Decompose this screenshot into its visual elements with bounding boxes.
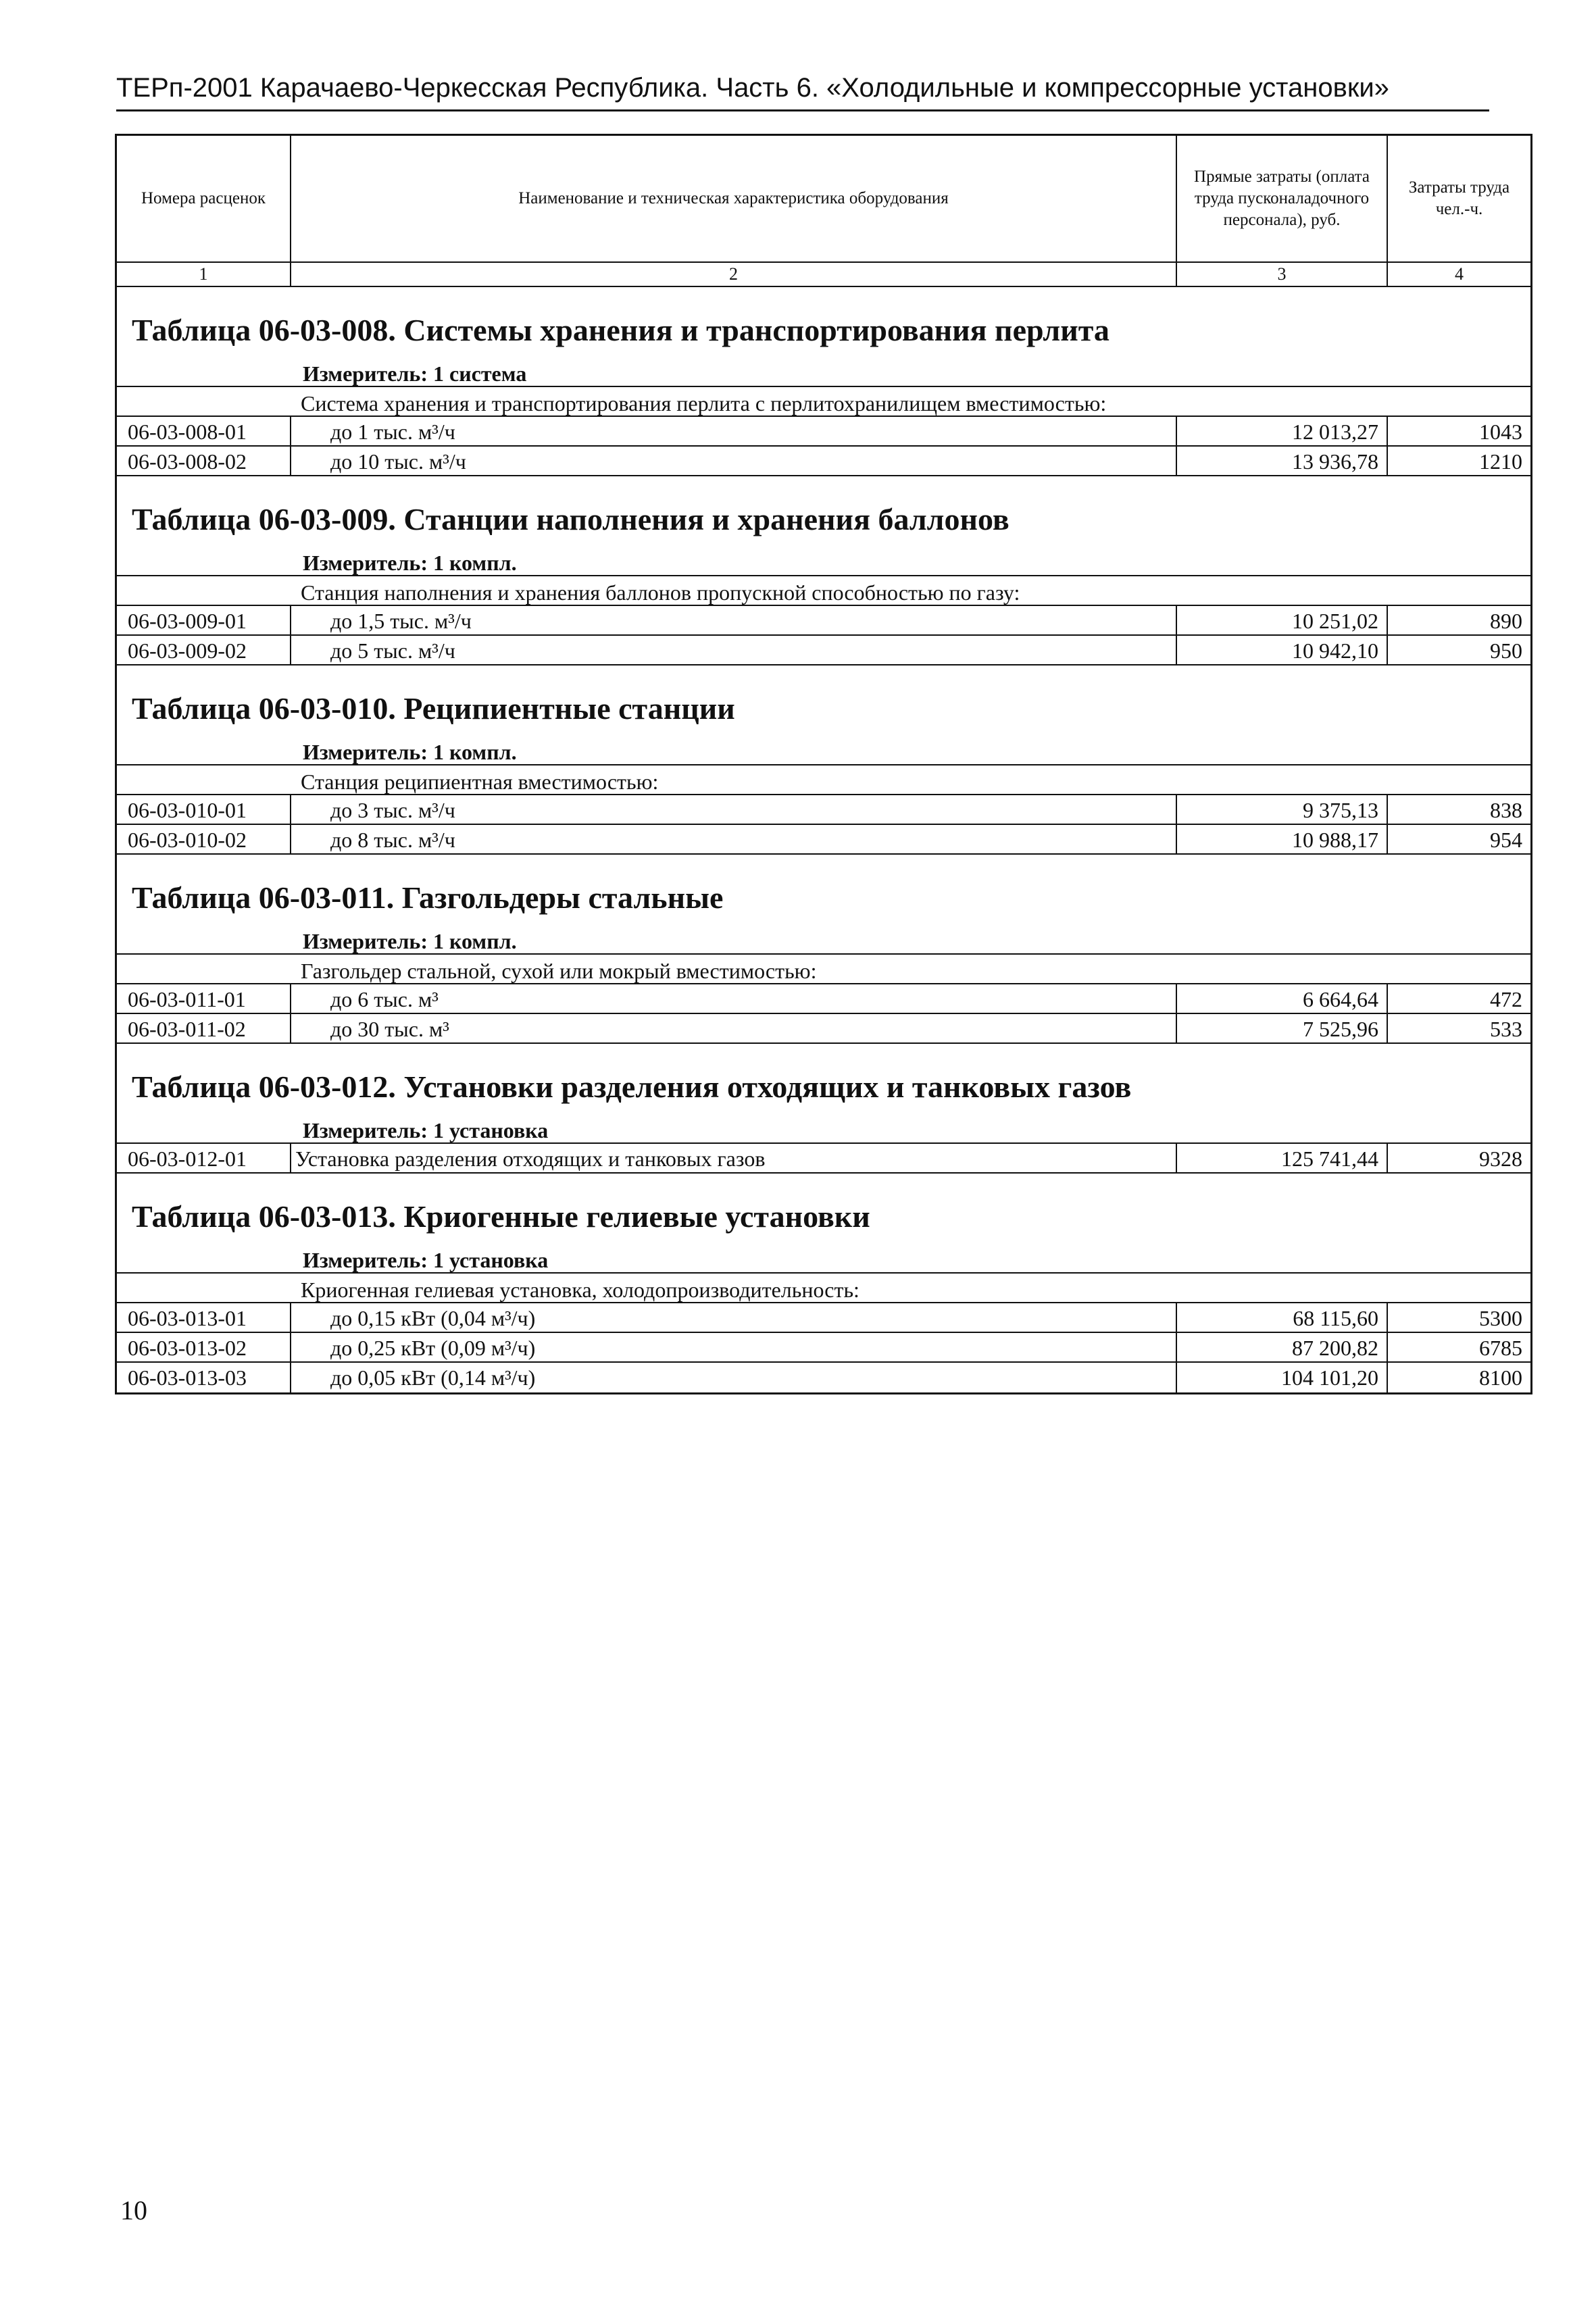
table-section xyxy=(117,287,1530,476)
table-row xyxy=(117,984,1530,1014)
rate-name: Установка разделения отходящих и танковых газов xyxy=(291,1144,1177,1172)
rate-labor: 838 xyxy=(1490,798,1522,822)
rate-code: 06-03-009-02 xyxy=(117,636,291,664)
rate-labor: 472 xyxy=(1490,987,1522,1011)
table-meter: Измеритель: 1 компл. xyxy=(117,548,1530,576)
rate-labor: 533 xyxy=(1490,1017,1522,1041)
table-section xyxy=(117,476,1530,665)
table-row xyxy=(117,1333,1530,1363)
column-number: 3 xyxy=(1177,263,1388,286)
column-number: 2 xyxy=(291,263,1177,286)
rate-code: 06-03-010-01 xyxy=(117,795,291,824)
page-number: 10 xyxy=(120,2195,147,2225)
table-row xyxy=(117,447,1530,476)
table-row xyxy=(117,825,1530,855)
column-header-labor: Затраты труда чел.-ч. xyxy=(1408,178,1510,218)
table-title: Таблица 06-03-011. Газгольдеры стальные xyxy=(132,880,724,915)
rate-cost: 7 525,96 xyxy=(1177,1014,1388,1042)
table-row xyxy=(117,1144,1530,1174)
rate-name: до 10 тыс. м³/ч xyxy=(291,447,1177,475)
rate-name: до 30 тыс. м³ xyxy=(291,1014,1177,1042)
rate-labor: 5300 xyxy=(1479,1306,1522,1330)
table-section xyxy=(117,665,1530,855)
table-title: Таблица 06-03-008. Системы хранения и транспортирования перлита xyxy=(132,313,1109,347)
table-group-caption: Криогенная гелиевая установка, холодопроизводительность: xyxy=(117,1274,1530,1303)
table-meter: Измеритель: 1 компл. xyxy=(117,737,1530,765)
rate-name: до 6 тыс. м³ xyxy=(291,984,1177,1013)
rate-code: 06-03-012-01 xyxy=(117,1144,291,1172)
table-row xyxy=(117,606,1530,636)
rate-code: 06-03-008-01 xyxy=(117,417,291,445)
rate-code: 06-03-013-01 xyxy=(117,1303,291,1332)
table-group-caption: Система хранения и транспортирования перлита с перлитохранилищем вместимостью: xyxy=(117,387,1530,417)
rate-cost: 10 251,02 xyxy=(1177,606,1388,634)
rate-code: 06-03-008-02 xyxy=(117,447,291,475)
rate-cost: 9 375,13 xyxy=(1177,795,1388,824)
table-meter: Измеритель: 1 компл. xyxy=(117,926,1530,955)
column-header-code: Номера расценок xyxy=(117,136,291,261)
table-section xyxy=(117,1044,1530,1174)
rate-code: 06-03-010-02 xyxy=(117,825,291,853)
rate-cost: 10 988,17 xyxy=(1177,825,1388,853)
rate-labor: 1210 xyxy=(1479,449,1522,474)
rate-name: до 1,5 тыс. м³/ч xyxy=(291,606,1177,634)
rate-name: до 3 тыс. м³/ч xyxy=(291,795,1177,824)
column-number: 4 xyxy=(1455,264,1464,284)
rate-name: до 1 тыс. м³/ч xyxy=(291,417,1177,445)
rate-name: до 5 тыс. м³/ч xyxy=(291,636,1177,664)
table-row xyxy=(117,636,1530,665)
table-group-caption: Газгольдер стальной, сухой или мокрый вместимостью: xyxy=(117,955,1530,984)
rate-cost: 125 741,44 xyxy=(1177,1144,1388,1172)
table-title: Таблица 06-03-009. Станции наполнения и хранения баллонов xyxy=(132,502,1009,536)
column-header-cost: Прямые затраты (оплата труда пусконаладочного персонала), руб. xyxy=(1177,136,1388,261)
table-meter: Измеритель: 1 установка xyxy=(117,1245,1530,1274)
rate-code: 06-03-011-02 xyxy=(117,1014,291,1042)
rate-cost: 104 101,20 xyxy=(1177,1363,1388,1392)
table-title: Таблица 06-03-013. Криогенные гелиевые установки xyxy=(132,1199,870,1234)
rate-labor: 890 xyxy=(1490,609,1522,633)
table-row xyxy=(117,1014,1530,1044)
rate-labor: 8100 xyxy=(1479,1365,1522,1390)
page-header: ТЕРп-2001 Карачаево-Черкесская Республика. Часть 6. «Холодильные и компрессорные установки» xyxy=(116,72,1489,111)
rate-cost: 6 664,64 xyxy=(1177,984,1388,1013)
column-number-row xyxy=(117,263,1530,287)
column-header-row xyxy=(117,136,1530,263)
table-group-caption: Станция реципиентная вместимостью: xyxy=(117,765,1530,795)
rate-labor: 6785 xyxy=(1479,1336,1522,1360)
table-meter: Измеритель: 1 установка xyxy=(117,1115,1530,1144)
table-meter: Измеритель: 1 система xyxy=(117,359,1530,387)
rate-name: до 0,05 кВт (0,14 м³/ч) xyxy=(291,1363,1177,1392)
table-section xyxy=(117,855,1530,1044)
rate-labor: 9328 xyxy=(1479,1147,1522,1171)
rate-name: до 0,15 кВт (0,04 м³/ч) xyxy=(291,1303,1177,1332)
table-group-caption: Станция наполнения и хранения баллонов пропускной способностью по газу: xyxy=(117,576,1530,606)
rate-cost: 13 936,78 xyxy=(1177,447,1388,475)
column-header-name: Наименование и техническая характеристика оборудования xyxy=(291,136,1177,261)
rate-cost: 12 013,27 xyxy=(1177,417,1388,445)
rate-code: 06-03-009-01 xyxy=(117,606,291,634)
table-row xyxy=(117,1363,1530,1392)
rate-cost: 10 942,10 xyxy=(1177,636,1388,664)
rate-cost: 68 115,60 xyxy=(1177,1303,1388,1332)
table-title: Таблица 06-03-010. Реципиентные станции xyxy=(132,691,735,726)
rate-labor: 1043 xyxy=(1479,420,1522,444)
rate-code: 06-03-011-01 xyxy=(117,984,291,1013)
rate-labor: 954 xyxy=(1490,828,1522,852)
table-row xyxy=(117,417,1530,447)
table-row xyxy=(117,1303,1530,1333)
column-number: 1 xyxy=(117,263,291,286)
rate-labor: 950 xyxy=(1490,638,1522,663)
rate-code: 06-03-013-02 xyxy=(117,1333,291,1361)
rate-code: 06-03-013-03 xyxy=(117,1363,291,1392)
rates-document xyxy=(115,134,1532,1394)
table-title: Таблица 06-03-012. Установки разделения отходящих и танковых газов xyxy=(132,1070,1132,1104)
rate-cost: 87 200,82 xyxy=(1177,1333,1388,1361)
table-section xyxy=(117,1174,1530,1392)
rate-name: до 8 тыс. м³/ч xyxy=(291,825,1177,853)
table-row xyxy=(117,795,1530,825)
rate-name: до 0,25 кВт (0,09 м³/ч) xyxy=(291,1333,1177,1361)
